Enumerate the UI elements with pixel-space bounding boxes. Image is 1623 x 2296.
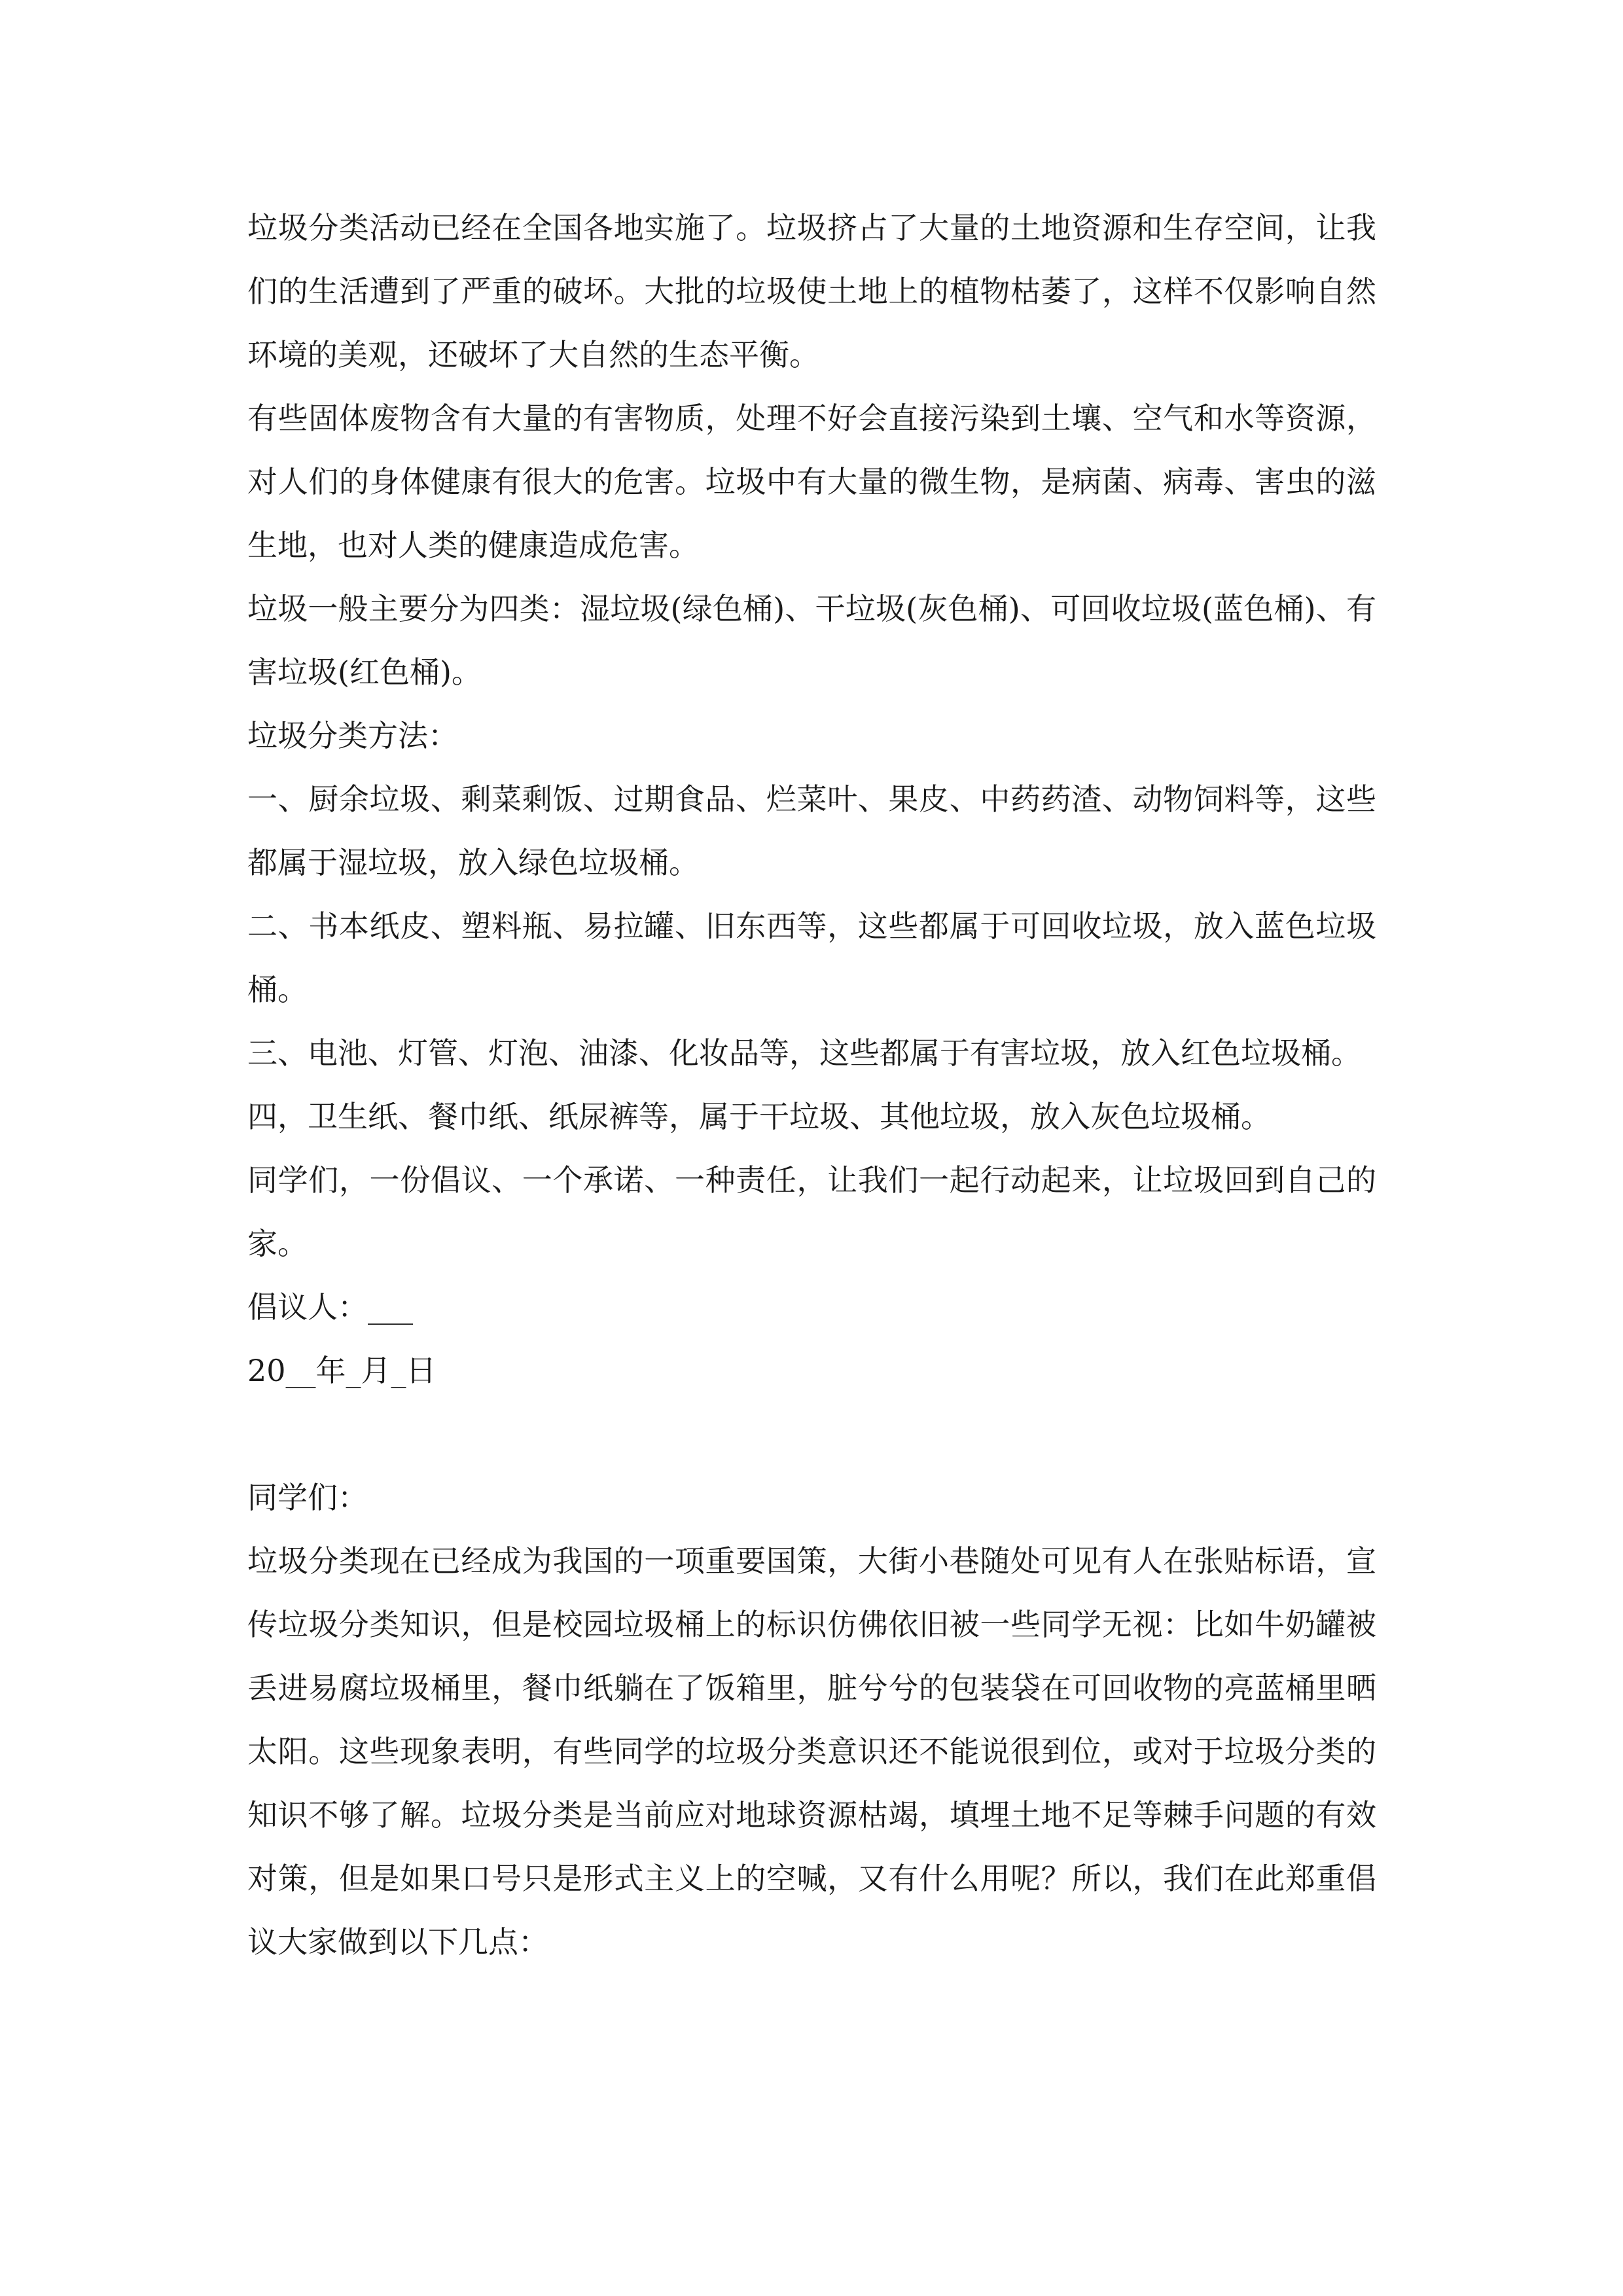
paragraph-method-heading: 垃圾分类方法：	[247, 718, 458, 753]
paragraph-method-recyclable: 二、书本纸皮、塑料瓶、易拉罐、旧东西等，这些都属于可回收垃圾，放入蓝色垃圾桶。	[247, 908, 1376, 1007]
document-body	[247, 196, 1376, 1974]
signature-line: 倡议人：___	[247, 1289, 413, 1325]
paragraph-harm: 有些固体废物含有大量的有害物质，处理不好会直接污染到土壤、空气和水等资源，对人们的身体健康有很大的危害。垃圾中有大量的微生物，是病菌、病毒、害虫的滋生地，也对人类的健康造成危害。	[247, 401, 1376, 563]
paragraph-method-hazardous: 三、电池、灯管、灯泡、油漆、化妆品等，这些都属于有害垃圾，放入红色垃圾桶。	[247, 1035, 1361, 1071]
paragraph-proposal: 垃圾分类现在已经成为我国的一项重要国策，大街小巷随处可见有人在张贴标语，宣传垃圾分类知识，但是校园垃圾桶上的标识仿佛依旧被一些同学无视：比如牛奶罐被丢进易腐垃圾桶里，餐巾纸躺在了饭箱里，脏兮兮的包装袋在可回收物的亮蓝桶里晒太阳。这些现象表明，有些同学的垃圾分类意识还不能说很到位，或对于垃圾分类的知识不够了解。垃圾分类是当前应对地球资源枯竭，填埋土地不足等棘手问题的有效对策，但是如果口号只是形式主义上的空喊，又有什么用呢？所以，我们在此郑重倡议大家做到以下几点：	[247, 1543, 1376, 1960]
paragraph-categories: 垃圾一般主要分为四类：湿垃圾(绿色桶)、干垃圾(灰色桶)、可回收垃圾(蓝色桶)、有害垃圾(红色桶)。	[247, 591, 1376, 690]
paragraph-method-wet: 一、厨余垃圾、剩菜剩饭、过期食品、烂菜叶、果皮、中药药渣、动物饲料等，这些都属于湿垃圾，放入绿色垃圾桶。	[247, 781, 1376, 880]
paragraph-method-dry: 四，卫生纸、餐巾纸、纸尿裤等，属于干垃圾、其他垃圾，放入灰色垃圾桶。	[247, 1099, 1271, 1134]
paragraph-intro: 垃圾分类活动已经在全国各地实施了。垃圾挤占了大量的土地资源和生存空间，让我们的生活遭到了严重的破坏。大批的垃圾使土地上的植物枯萎了，这样不仅影响自然环境的美观，还破坏了大自然的生态平衡。	[247, 210, 1376, 372]
paragraph-call-to-action: 同学们，一份倡议、一个承诺、一种责任，让我们一起行动起来，让垃圾回到自己的家。	[247, 1162, 1376, 1261]
section-spacer	[247, 1403, 1376, 1466]
greeting-line: 同学们：	[247, 1480, 368, 1515]
date-line: 20__年_月_日	[247, 1353, 437, 1388]
